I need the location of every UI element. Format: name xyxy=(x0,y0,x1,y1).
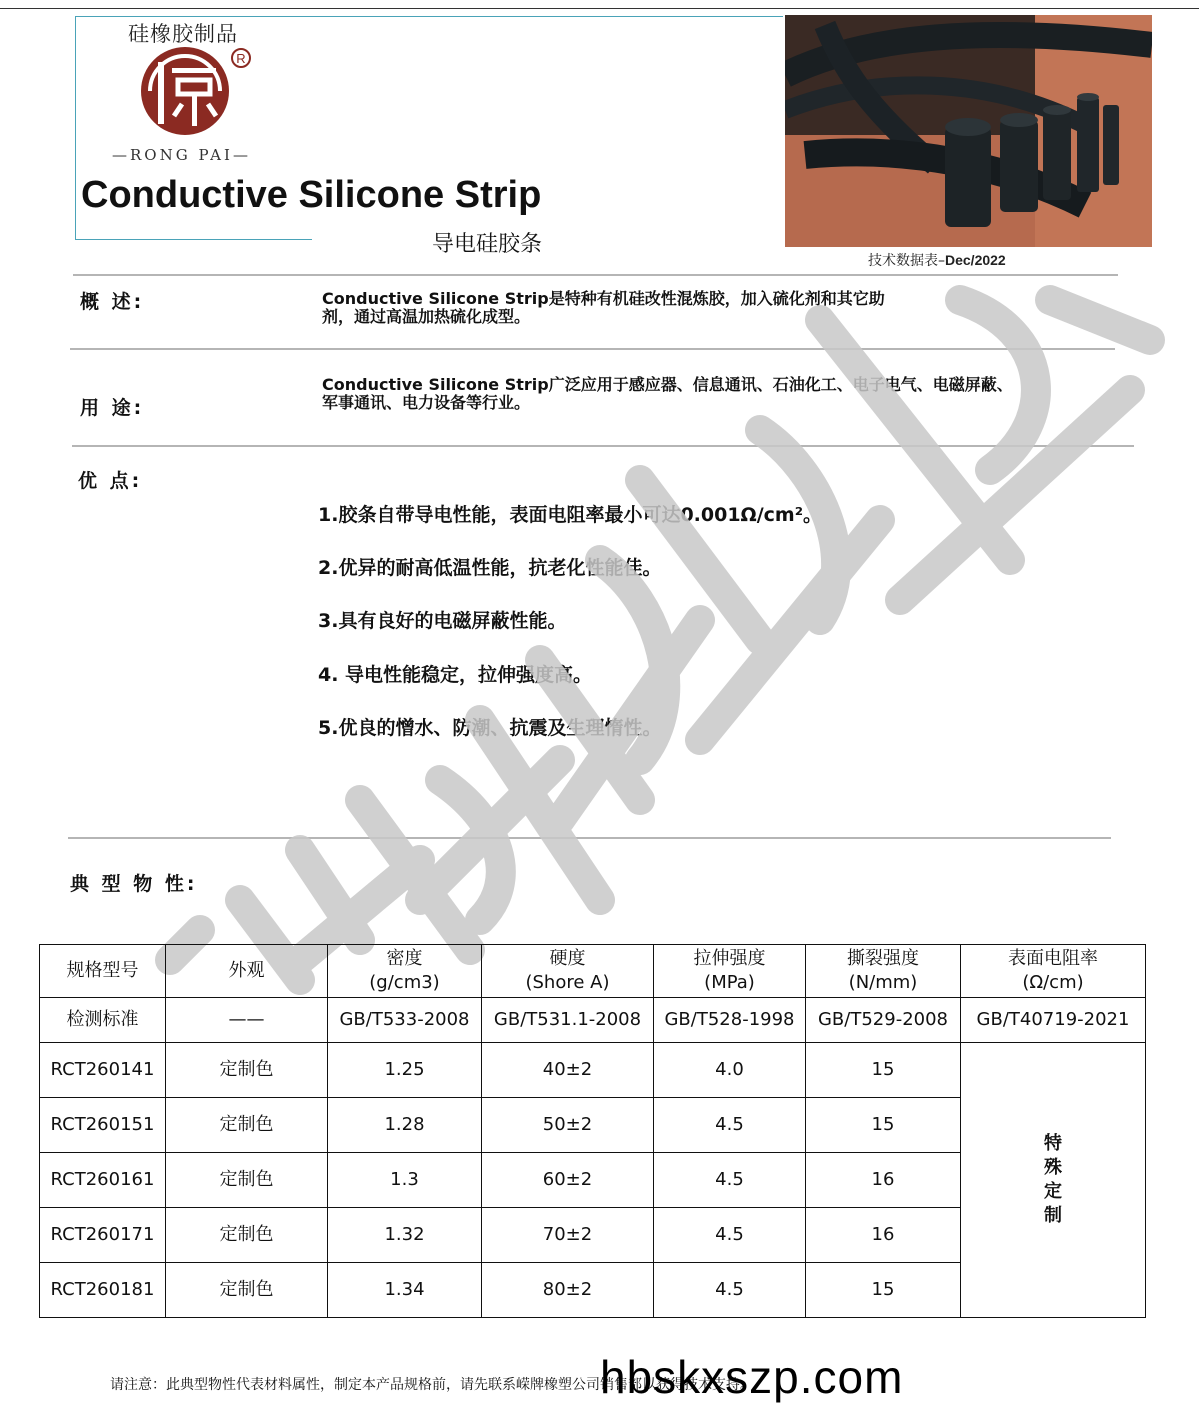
header-label: 密度 xyxy=(386,948,423,969)
advantage-item: 4. 导电性能稳定，拉伸强度高。 xyxy=(318,664,593,686)
standard-cell: GB/T529-2008 xyxy=(806,998,961,1043)
tear-cell: 16 xyxy=(806,1153,961,1208)
model-cell: RCT260171 xyxy=(40,1208,166,1263)
advantage-item: 2.优异的耐高低温性能，抗老化性能佳。 xyxy=(318,557,662,579)
hardness-cell: 60±2 xyxy=(482,1153,654,1208)
model-cell: RCT260161 xyxy=(40,1153,166,1208)
silicone-strip-photo xyxy=(785,15,1152,247)
header-unit: (g/cm3) xyxy=(369,972,440,993)
standards-row xyxy=(40,998,1146,1043)
overview-label: 概 述: xyxy=(80,291,145,313)
density-cell: 1.28 xyxy=(328,1098,482,1153)
document-date xyxy=(868,250,1006,270)
header-label: 硬度 xyxy=(549,948,586,969)
appearance-cell: 定制色 xyxy=(166,1153,328,1208)
header-unit: (Ω/cm) xyxy=(1022,972,1084,993)
density-cell: 1.32 xyxy=(328,1208,482,1263)
special-char: 定 xyxy=(1044,1181,1062,1202)
tear-cell: 16 xyxy=(806,1208,961,1263)
density-cell: 1.3 xyxy=(328,1153,482,1208)
brand-name-en: —RONG PAI— xyxy=(112,146,251,164)
tensile-cell: 4.5 xyxy=(654,1208,806,1263)
standard-cell: GB/T533-2008 xyxy=(328,998,482,1043)
header-cell xyxy=(166,945,328,998)
properties-table xyxy=(39,944,1146,1318)
standard-cell: GB/T40719-2021 xyxy=(961,998,1146,1043)
brand-name-cn: 硅橡胶制品 xyxy=(128,22,238,46)
advantage-item: 3.具有良好的电磁屏蔽性能。 xyxy=(318,610,567,632)
header-cell xyxy=(40,945,166,998)
hardness-cell: 70±2 xyxy=(482,1208,654,1263)
tear-cell: 15 xyxy=(806,1043,961,1098)
product-title-en: Conductive Silicone Strip xyxy=(81,174,542,216)
hardness-cell: 50±2 xyxy=(482,1098,654,1153)
usage-line: Conductive Silicone Strip广泛应用于感应器、信息通讯、石油化工、电子电气、电磁屏蔽、 xyxy=(322,375,1013,394)
header-cell xyxy=(806,945,961,998)
usage-line: 军事通讯、电力设备等行业。 xyxy=(322,393,531,412)
header-unit: (MPa) xyxy=(704,972,755,993)
standard-cell: GB/T528-1998 xyxy=(654,998,806,1043)
header-unit: (N/mm) xyxy=(848,972,918,993)
usage-label: 用 途: xyxy=(80,397,145,419)
product-title-cn: 导电硅胶条 xyxy=(432,232,543,257)
doc-date-value: Dec/2022 xyxy=(945,252,1006,268)
header-unit: (Shore A) xyxy=(525,972,610,993)
top-border xyxy=(0,8,1199,9)
section-divider xyxy=(72,445,1134,447)
section-divider xyxy=(73,274,1118,276)
appearance-cell: 定制色 xyxy=(166,1208,328,1263)
table-header-row xyxy=(40,945,1146,998)
header-label: 外观 xyxy=(228,960,265,981)
overview-text xyxy=(322,290,885,326)
tear-cell: 15 xyxy=(806,1098,961,1153)
hardness-cell: 40±2 xyxy=(482,1043,654,1098)
model-cell: RCT260181 xyxy=(40,1263,166,1318)
advantage-item: 1.胶条自带导电性能，表面电阻率最小可达0.001Ω/cm²。 xyxy=(318,504,823,526)
header-label: 拉伸强度 xyxy=(693,948,766,969)
special-char: 殊 xyxy=(1044,1157,1062,1178)
density-cell: 1.25 xyxy=(328,1043,482,1098)
footnote: 请注意：此典型物性代表材料属性，制定本产品规格前，请先联系嵘牌橡塑公司销售部以获得技术支持。 xyxy=(110,1377,754,1393)
advantage-item: 5.优良的憎水、防潮、抗震及生理惰性。 xyxy=(318,717,662,739)
tear-cell: 15 xyxy=(806,1263,961,1318)
header-cell xyxy=(654,945,806,998)
title-frame xyxy=(75,16,783,17)
header-cell xyxy=(961,945,1146,998)
model-cell: RCT260141 xyxy=(40,1043,166,1098)
special-char: 制 xyxy=(1044,1205,1062,1226)
table-row xyxy=(40,1043,1146,1098)
tensile-cell: 4.0 xyxy=(654,1043,806,1098)
header-label: 表面电阻率 xyxy=(1008,948,1098,969)
tensile-cell: 4.5 xyxy=(654,1098,806,1153)
appearance-cell: 定制色 xyxy=(166,1043,328,1098)
model-cell: RCT260151 xyxy=(40,1098,166,1153)
tensile-cell: 4.5 xyxy=(654,1263,806,1318)
header-cell xyxy=(482,945,654,998)
special-char: 特 xyxy=(1044,1133,1062,1154)
standard-cell: GB/T531.1-2008 xyxy=(482,998,654,1043)
title-frame xyxy=(75,239,312,240)
advantages-label: 优 点: xyxy=(78,470,143,492)
hardness-cell: 80±2 xyxy=(482,1263,654,1318)
website-link[interactable]: hbskxszp.com xyxy=(600,1351,904,1403)
section-divider xyxy=(70,348,1115,350)
properties-label: 典 型 物 性: xyxy=(70,873,198,895)
usage-text xyxy=(322,376,1013,412)
density-cell: 1.34 xyxy=(328,1263,482,1318)
appearance-cell: 定制色 xyxy=(166,1098,328,1153)
header-label: 规格型号 xyxy=(66,960,139,981)
header-cell xyxy=(328,945,482,998)
overview-line: Conductive Silicone Strip是特种有机硅改性混炼胶，加入硫化剂和其它助 xyxy=(322,289,885,308)
appearance-cell: 定制色 xyxy=(166,1263,328,1318)
svg-text:R: R xyxy=(236,51,246,66)
header-label: 撕裂强度 xyxy=(847,948,919,969)
tensile-cell: 4.5 xyxy=(654,1153,806,1208)
section-divider xyxy=(68,837,1111,839)
standard-cell: —— xyxy=(166,998,328,1043)
rongpai-logo-icon xyxy=(138,44,258,139)
custom-resistivity-cell xyxy=(961,1043,1146,1318)
standard-cell: 检测标准 xyxy=(40,998,166,1043)
overview-line: 剂，通过高温加热硫化成型。 xyxy=(322,307,531,326)
doc-date-label: 技术数据表– xyxy=(868,253,945,269)
title-frame xyxy=(75,16,76,240)
